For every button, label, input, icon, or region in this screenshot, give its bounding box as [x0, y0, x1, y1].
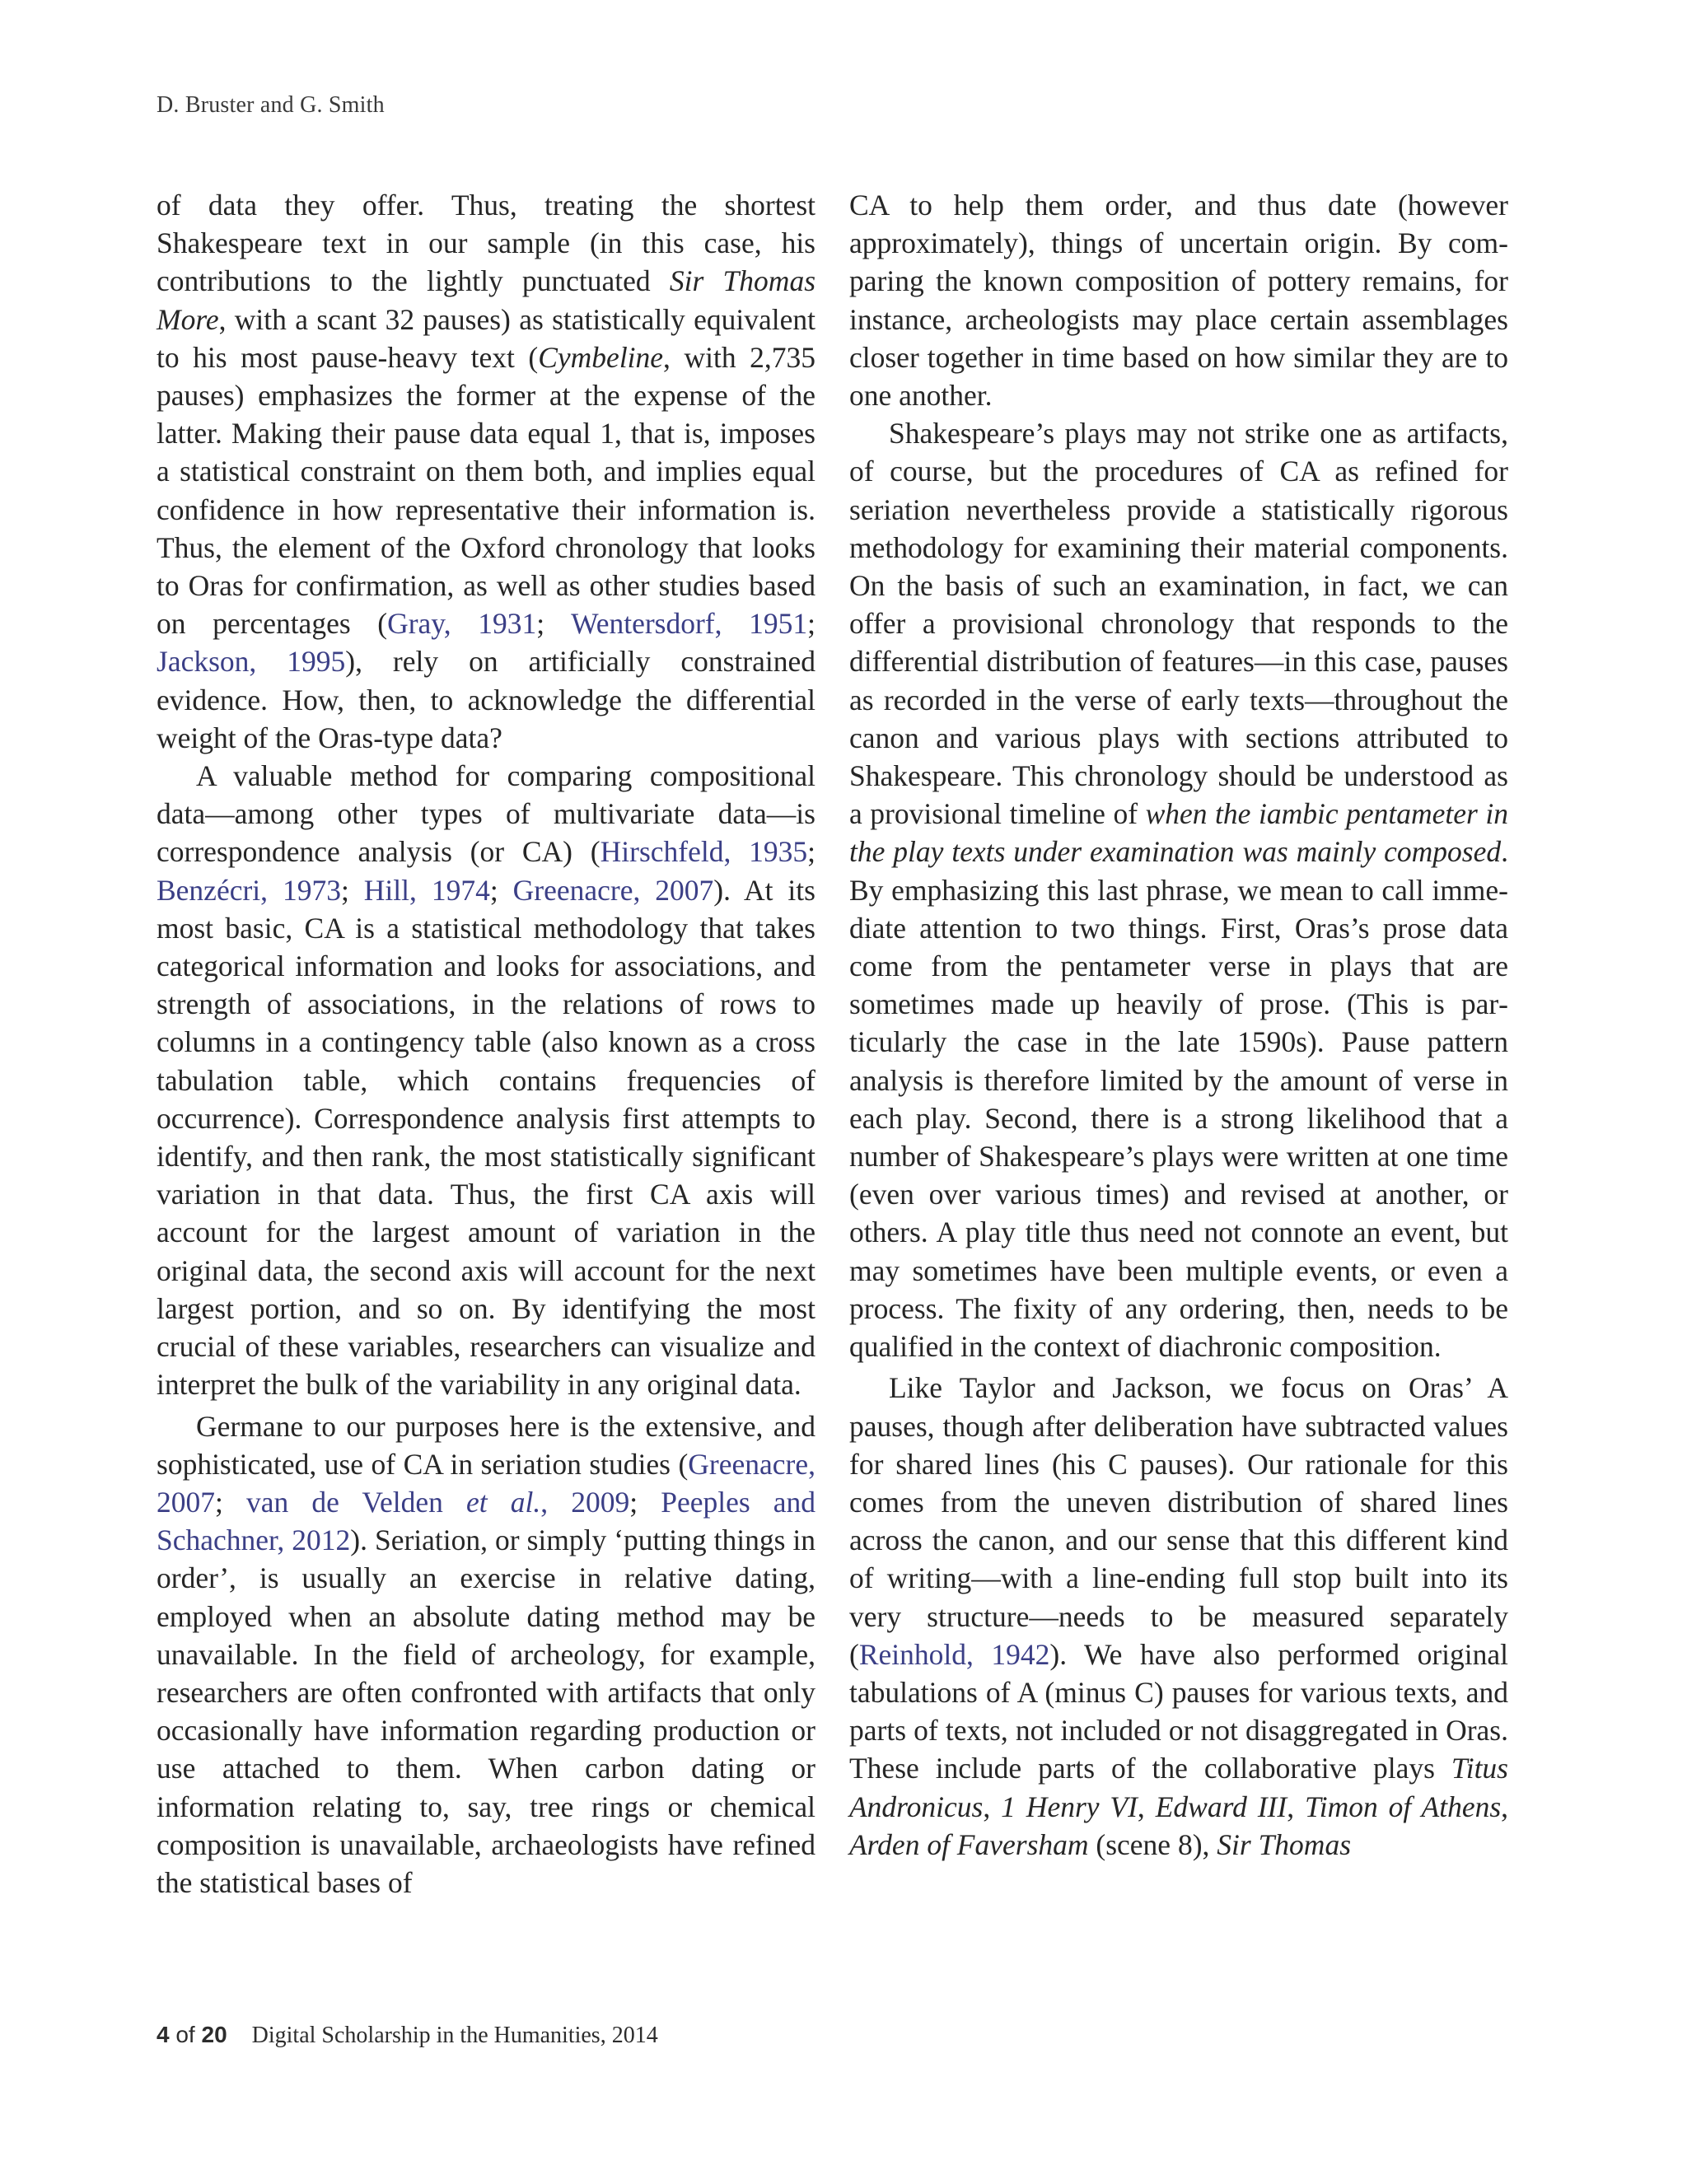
total-pages: 20 — [201, 2022, 227, 2047]
left-column — [157, 186, 815, 1902]
paragraph — [849, 1369, 1508, 1864]
citation-link[interactable]: Benzécri, 1973 — [157, 873, 341, 907]
italic-title: Sir Thomas More — [157, 264, 816, 336]
text-run: Germane to our purposes here is the extensive, and sophisticated, use of CA in seriation studies ( — [157, 1409, 815, 1481]
citation-link-part: van de Velden — [245, 1485, 467, 1519]
citation-link[interactable]: Hirschfeld, 1935 — [600, 835, 808, 869]
italic-title: Sir Thomas — [1217, 1827, 1352, 1861]
right-column — [849, 186, 1508, 1864]
citation-link[interactable]: Wentersdorf, 1951 — [571, 607, 808, 641]
citation-link-part: , 2009 — [540, 1485, 630, 1519]
citation-link[interactable]: Greenacre, 2007 — [512, 873, 714, 907]
current-page: 4 — [157, 2022, 170, 2047]
italic-title: Arden of Faversham — [849, 1827, 1089, 1861]
text-run: Like Taylor and Jackson, we focus on Oras’ A pauses, though after deliberation have subtracted values for shared lines (his C pauses). Our rationale for this comes from the uneven distribution of shared lines across the canon, and our sense that this different kind of writing—with a line-ending full stop built into its very structure—needs to be measured separately ( — [849, 1371, 1508, 1671]
text-run: CA to help them order, and thus date (however approximately), things of uncertain origin. By comparing the known composition of pottery remains, for instance, archeologists may place certain assemblages closer together in time based on how similar they are to one another. — [849, 189, 1508, 413]
italic-phrase: when the iambic pentameter in the play texts under examination was mainly composed — [849, 797, 1508, 869]
text-run: , — [1501, 1790, 1509, 1823]
italic-title: Timon of Athens — [1304, 1790, 1502, 1823]
text-run: ), rely on artificially constrained evidence. How, then, to acknowledge the differential weight of the Oras-type data? — [157, 645, 815, 754]
paragraph — [849, 414, 1508, 1365]
text-run: , with 2,735 pauses) emphasizes the former at the expense of the latter. Making their pause data equal 1, that is, imposes a statistical constraint on them both, and implies equal confidence in how representative their information is. Thus, the element of the Oxford chronology that looks to Oras for confirmation, as well as other studies based on percentages ( — [157, 340, 815, 641]
text-run: ; — [489, 873, 513, 907]
text-run: ). Seriation, or simply ‘putting things in order’, is usually an exercise in relative dating, employed when an absolute dating method may be unavailable. In the field of archeology, for example, researchers are often confronted with artifacts that only occasionally have information regarding production or use attached to them. When carbon dating or information relating to, say, tree rings or chemical composition is unavailable, archaeologists have refined the statistical bases of — [157, 1524, 816, 1899]
text-run: Shakespeare’s plays may not strike one as artifacts, of course, but the procedures of CA as refined for seriation nevertheless provide a statistically rigorous methodology for examining their material components. On the basis of such an examination, in fact, we can offer a provisional chronology that responds to the differential distribution of features—in this case, pauses as recorded in the verse of early texts—throughout the canon and various plays with sections attributed to Shakespeare. This chronology should be understood as a provisional timeline of — [849, 417, 1508, 831]
text-run: ; — [215, 1485, 246, 1519]
citation-link[interactable]: Gray, 1931 — [387, 607, 537, 641]
page-number — [157, 2022, 227, 2047]
text-run: A valuable method for comparing compositional data—among other types of multivariate data—is correspondence analysis (or CA) ( — [157, 759, 815, 869]
text-run: ; — [807, 607, 815, 641]
text-run: , — [983, 1790, 1002, 1823]
running-head: D. Bruster and G. Smith — [157, 92, 385, 118]
citation-link[interactable]: Hill, 1974 — [363, 873, 490, 907]
paragraph — [157, 1407, 815, 1902]
citation-link[interactable] — [246, 1486, 629, 1519]
journal-name: Digital Scholarship in the Humanities, 2014 — [251, 2023, 658, 2048]
text-run: ; — [340, 873, 364, 907]
paragraph — [157, 757, 815, 1403]
text-run: ; — [536, 607, 572, 641]
text-run: , — [1287, 1790, 1305, 1823]
page-footer — [157, 2022, 658, 2049]
text-run: ). We have also performed original tabulations of A (minus C) pauses for various texts, and parts of texts, not included or not disaggregated in Oras. These include parts of the collaborative plays — [849, 1637, 1508, 1785]
citation-link[interactable]: Peeples and Schachner, 2012 — [157, 1485, 816, 1557]
text-run: (scene 8), — [1088, 1827, 1217, 1861]
citation-link[interactable]: Greenacre, 2007 — [157, 1447, 815, 1519]
text-run: ; — [807, 835, 815, 869]
text-run: ). At its most basic, CA is a statistical methodology that takes categorical information and looks for associations, and strength of associations, in the relations of rows to columns in a contingency table (also known as a cross tabulation table, which contains frequencies of occurrence). Correspondence analysis first attempts to identify, and then rank, the most statistically significant variation in that data. Thus, the first CA axis will account for the largest amount of variation in the original data, the second axis will account for the next largest portion, and so on. By identifying the most crucial of these variables, researchers can visualize and interpret the bulk of the variability in any original data. — [157, 873, 815, 1402]
paragraph — [849, 186, 1508, 414]
text-run: , with a scant 32 pauses) as statistically equivalent to his most pause-heavy text ( — [157, 302, 815, 374]
italic-title: Cymbeline — [538, 340, 664, 374]
citation-link-italic: et al. — [466, 1485, 541, 1519]
citation-link[interactable]: Reinhold, 1942 — [858, 1637, 1050, 1671]
italic-title: 1 Henry VI — [1001, 1790, 1138, 1823]
text-run: ; — [629, 1485, 661, 1519]
italic-title: Edward III — [1155, 1790, 1287, 1823]
text-run: . By emphasizing this last phrase, we mean to call immediate attention to two things. First, Oras’s prose data come from the pentameter verse in plays that are sometimes made up heavily of prose. (This is particularly the case in the late 1590s). Pause pattern analysis is therefore limited by the amount of verse in each play. Second, there is a strong likelihood that a number of Shakespeare’s plays were written at one time (even over various times) and revised at another, or others. A play title thus need not connote an event, but may sometimes have been multiple events, or even a process. The fixity of any ordering, then, needs to be qualified in the context of diachronic composition. — [849, 835, 1508, 1364]
italic-title: Titus Andronicus — [849, 1752, 1508, 1823]
text-run: of data they offer. Thus, treating the shortest Shakespeare text in our sample (in this case, his contributions to the lightly punctuated — [157, 189, 815, 298]
paragraph — [157, 186, 815, 757]
text-run: , — [1137, 1790, 1156, 1823]
of-label: of — [175, 2022, 195, 2047]
citation-link[interactable]: Jackson, 1995 — [157, 645, 346, 679]
